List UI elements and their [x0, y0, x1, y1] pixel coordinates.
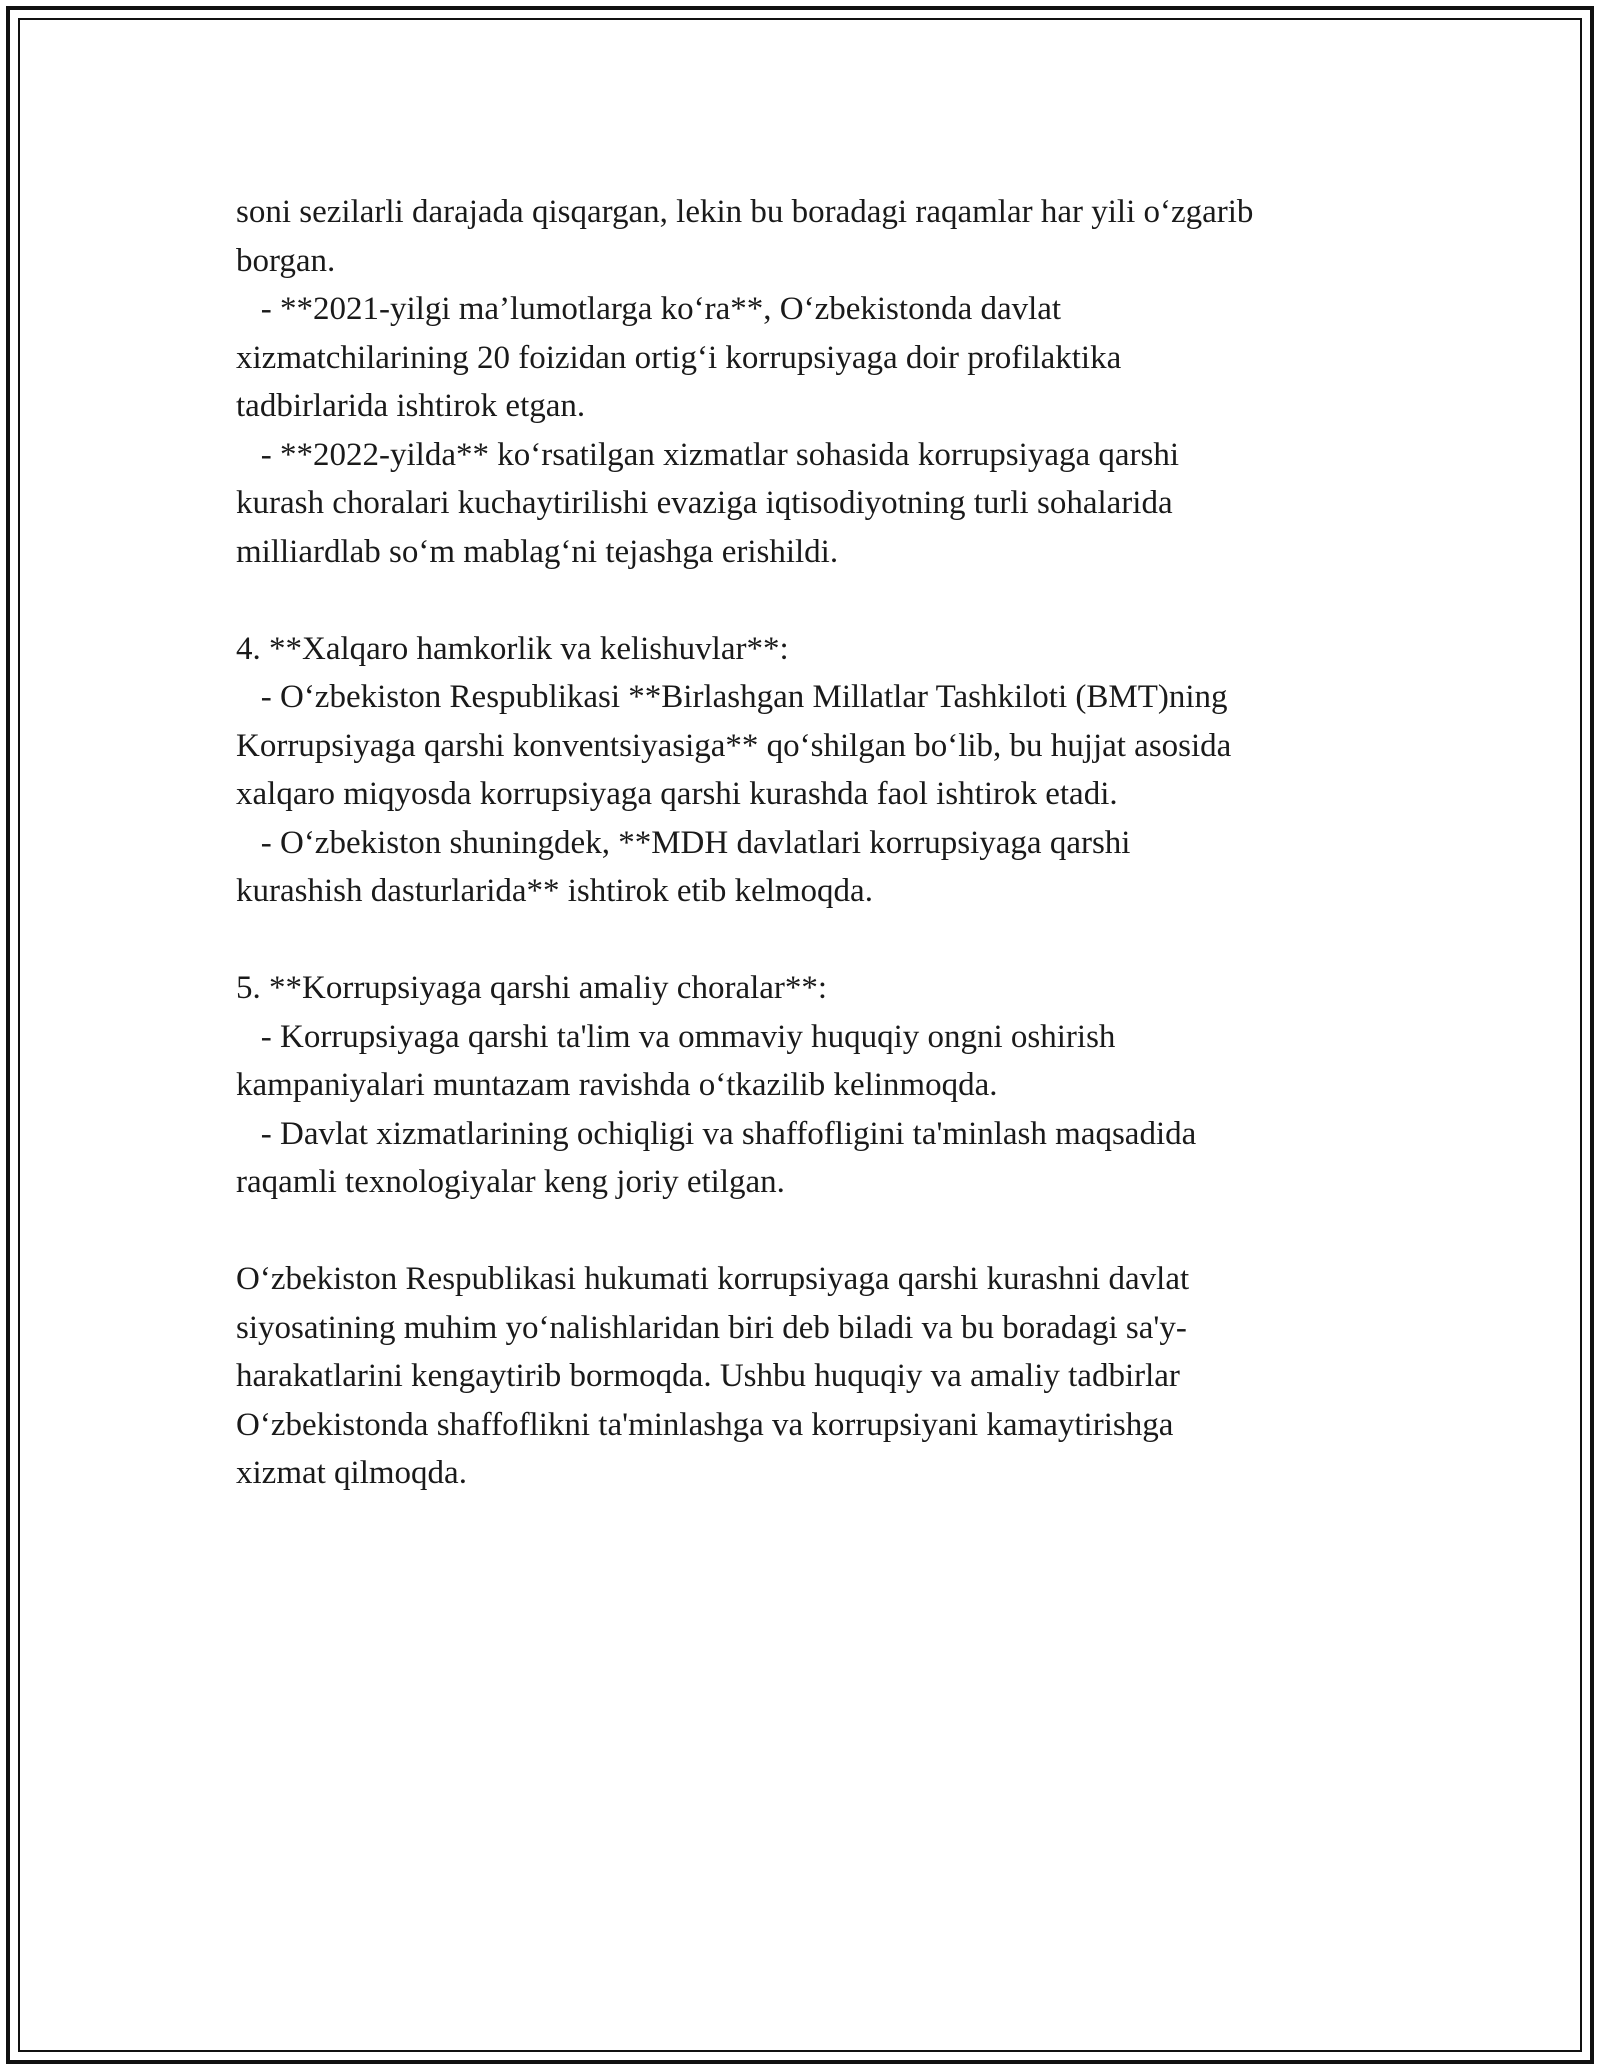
- section-heading: 4. **Xalqaro hamkorlik va kelishuvlar**:: [236, 630, 789, 667]
- paragraph-statistics: [236, 188, 1386, 576]
- paragraph-gap: [236, 1207, 1386, 1256]
- text-line: siyosatining muhim yo‘nalishlaridan biri deb biladi va bu boradagi sa'y-: [236, 1309, 1187, 1346]
- text-line: harakatlarini kengaytirib bormoqda. Ushbu huquqiy va amaliy tadbirlar: [236, 1358, 1180, 1394]
- text-line: O‘zbekiston Respublikasi hukumati korrupsiyaga qarshi kurashni davlat: [236, 1261, 1190, 1297]
- text-line: soni sezilarli darajada qisqargan, lekin bu boradagi raqamlar har yili o‘zgarib: [236, 194, 1254, 230]
- text-line: - O‘zbekiston Respublikasi **Birlashgan Millatlar Tashkiloti (BMT)ning: [236, 679, 1228, 715]
- text-line: - **2022-yilda** ko‘rsatilgan xizmatlar sohasida korrupsiyaga qarshi: [236, 436, 1180, 473]
- text-line: - O‘zbekiston shuningdek, **MDH davlatlari korrupsiyaga qarshi: [236, 824, 1131, 861]
- text-line: O‘zbekistonda shaffoflikni ta'minlashga va korrupsiyani kamaytirishga: [236, 1406, 1174, 1443]
- text-line: borgan.: [236, 242, 336, 279]
- document-body: [236, 188, 1386, 1498]
- text-line: tadbirlarida ishtirok etgan.: [236, 388, 586, 424]
- text-line: - Korrupsiyaga qarshi ta'lim va ommaviy huquqiy ongni oshirish: [236, 1018, 1116, 1055]
- paragraph-gap: [236, 916, 1386, 965]
- section-international-cooperation: [236, 625, 1386, 916]
- text-line: xizmatchilarining 20 foizidan ortig‘i korrupsiyaga doir profilaktika: [236, 339, 1122, 376]
- text-line: Korrupsiyaga qarshi konventsiyasiga** qo‘shilgan bo‘lib, bu hujjat asosida: [236, 727, 1232, 764]
- text-line: - Davlat xizmatlarining ochiqligi va shaffofligini ta'minlash maqsadida: [236, 1115, 1197, 1152]
- section-practical-measures: [236, 964, 1386, 1207]
- paragraph-gap: [236, 576, 1386, 625]
- text-line: raqamli texnologiyalar keng joriy etilgan.: [236, 1164, 785, 1200]
- text-line: xalqaro miqyosda korrupsiyaga qarshi kurashda faol ishtirok etadi.: [236, 776, 1118, 812]
- text-line: kurash choralari kuchaytirilishi evaziga iqtisodiyotning turli sohalarida: [236, 485, 1173, 521]
- text-line: kampaniyalari muntazam ravishda o‘tkazilib kelinmoqda.: [236, 1067, 998, 1103]
- text-line: kurashish dasturlarida** ishtirok etib kelmoqda.: [236, 873, 873, 909]
- paragraph-conclusion: [236, 1255, 1386, 1498]
- text-line: - **2021-yilgi ma’lumotlarga ko‘ra**, O‘zbekistonda davlat: [236, 291, 1062, 327]
- text-line: xizmat qilmoqda.: [236, 1455, 467, 1491]
- text-line: milliardlab so‘m mablag‘ni tejashga erishildi.: [236, 533, 839, 570]
- section-heading: 5. **Korrupsiyaga qarshi amaliy choralar**:: [236, 970, 828, 1006]
